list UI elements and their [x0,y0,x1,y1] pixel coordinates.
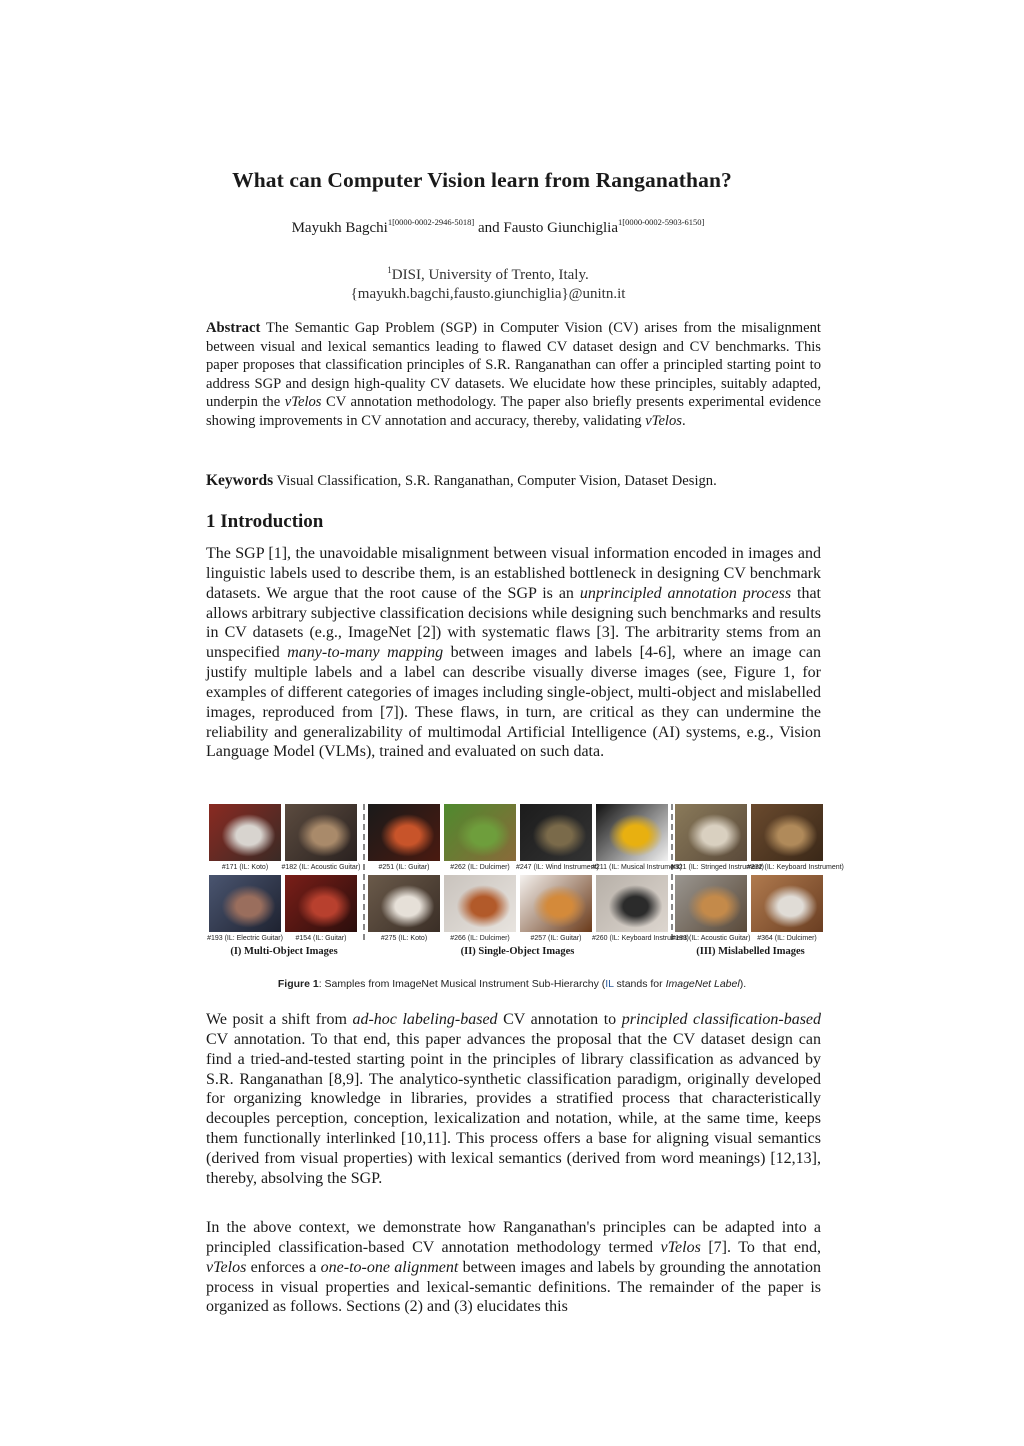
section-number: 1 [206,511,216,532]
emphasis-text: many-to-many mapping [287,644,444,662]
abstract-text: CV annotation methodology. The paper also briefly presents experimental evidence showing improvements in CV annotation and accuracy, thereby, validating [206,394,821,429]
paragraph-text: enforces a [246,1258,321,1276]
figure-sample-image [444,875,516,943]
affiliation-text: DISI, University of Trento, Italy. [391,267,589,283]
figure-sample-image [671,804,764,872]
paragraph-text: We posit a shift from [206,1011,353,1028]
figure-sample-image [285,875,357,943]
instrument-photo [751,804,823,861]
figure-image-caption: #211 (IL: Musical Instrument) [592,864,683,871]
paragraph-text: CV annotation to [497,1011,622,1028]
author-name: Mayukh Bagchi [291,220,388,236]
instrument-photo [209,804,281,861]
instrument-photo [444,875,516,932]
figure-sample-image [444,804,516,872]
figure-sample-image [209,875,281,943]
figure-image-caption: #364 (IL: Dulcimer) [757,935,817,942]
instrument-photo [285,804,357,861]
figure-sample-image [671,875,751,943]
keywords-label: Keywords [206,472,274,489]
author-line [0,217,996,237]
figure-image-caption: #247 (IL: Wind Instrument) [516,864,599,871]
instrument-photo [751,875,823,932]
figure-image-caption: #183 (IL: Acoustic Guitar) [671,935,751,942]
paragraph-text: that allows arbitrary subjective classification decisions while designing such benchmarks and results in CV datasets (e.g., ImageNet [2]) with systematic flaws [3]. The arbitrarity stems from an unspecified [206,584,821,662]
figure-image-caption: #171 (IL: Koto) [221,864,269,871]
abstract [206,319,821,431]
keywords [206,471,821,491]
figure-image-caption: #260 (IL: Keyboard Instrument) [592,935,689,942]
paper-title: What can Computer Vision learn from Ranganathan? [232,168,732,192]
intro-paragraph-3 [206,1218,821,1317]
figure-image-caption: #321 (IL: Stringed Instrument) [671,864,764,871]
keywords-text: Visual Classification, S.R. Ranganathan, Computer Vision, Dataset Design. [273,473,717,489]
emphasis-text: one-to-one alignment [320,1258,459,1276]
paragraph-text: [7]. To that end, [700,1238,822,1256]
figure-image-caption: #154 (IL: Guitar) [295,935,347,942]
group-divider [671,804,673,940]
figure-group-label: (I) Multi-Object Images [230,946,338,957]
instrument-photo [209,875,281,932]
figure-sample-image [516,804,599,872]
figure-image-caption: #332 (IL: Keyboard Instrument) [747,864,844,871]
instrument-photo [520,804,592,861]
figure-image-caption: #193 (IL: Electric Guitar) [207,935,283,942]
figure-caption-label: Figure 1 [277,978,319,990]
figure-sample-image [520,875,592,943]
figure-image-caption: #262 (IL: Dulcimer) [450,864,510,871]
author-orcid: 1[0000-0002-5903-6150] [617,217,705,227]
author-emails: {mayukh.bagchi,fausto.giunchiglia}@unitn.it [350,286,626,302]
instrument-photo [520,875,592,932]
emphasis-text: ad-hoc labeling-based [352,1011,498,1028]
figure-sample-image [592,804,683,872]
emphasis-text: vTelos [660,1238,701,1256]
figure-sample-image [368,804,440,872]
abstract-emphasis: vTelos [284,394,322,411]
affiliation-block [0,261,976,304]
emphasis-text: unprincipled annotation process [579,584,792,602]
author-name: Fausto Giunchiglia [503,220,618,236]
figure-sample-image [751,875,823,943]
instrument-photo [675,804,747,861]
figure-image-caption: #266 (IL: Dulcimer) [450,935,510,942]
instrument-photo [596,875,668,932]
author-orcid: 1[0000-0002-2946-5018] [387,217,475,227]
figure-image-caption: #251 (IL: Guitar) [378,864,430,871]
figure-sample-image [209,804,281,872]
paragraph-text: between images and labels [4-6], where an image can justify multiple labels and a label can describe visually diverse images (see, Figure 1, for examples of different categories of images including single-object, multi-object and mislabelled images, reproduced from [7]). These flaws, in turn, are critical as they can undermine the reliability and generalizability of multimodal Artificial Intelligence (AI) systems, e.g., Vision Language Model (VLMs), trained and evaluated on such data. [206,644,822,761]
abstract-text: . [681,412,686,429]
figure-sample-image [747,804,844,872]
paragraph-text: between images and labels by grounding the annotation process in visual properties and lexical-semantic definitions. The remainder of the paper is organized as follows. Sections (2) and (3) elucidates this [206,1258,822,1316]
emphasis-text: principled classification-based [621,1011,822,1028]
figure-sample-image [592,875,689,943]
figure-caption-il: IL [605,978,614,990]
abstract-emphasis: vTelos [645,412,682,429]
figure-group-label: (III) Mislabelled Images [696,946,805,957]
section-title: Introduction [220,511,324,532]
abstract-text: The Semantic Gap Problem (SGP) in Computer Vision (CV) arises from the misalignment between visual and lexical semantics leading to flawed CV dataset design and CV benchmarks. This paper proposes that classification principles of S.R. Ranganathan can offer a principled starting point to address SGP and design high-quality CV datasets. We elucidate how these principles, suitably adapted, underpin the [206,320,821,411]
figure-caption [0,978,1024,990]
abstract-label: Abstract [206,320,261,336]
paragraph-text: In the above context, we demonstrate how Ranganathan's principles can be adapted into a principled classification-based CV annotation methodology termed [206,1219,821,1256]
section-heading [206,511,323,533]
figure-sample-image [281,804,361,872]
figure-image-caption: #275 (IL: Koto) [380,935,428,942]
emphasis-text: vTelos [206,1258,247,1276]
instrument-photo [285,875,357,932]
instrument-photo [675,875,747,932]
instrument-photo [596,804,668,861]
instrument-photo [444,804,516,861]
paragraph-text: The SGP [1], the unavoidable misalignment between visual information encoded in images and linguistic labels used to describe them, is an established bottleneck in designing CV benchmark datasets. We argue that the root cause of the SGP is an [206,545,821,602]
figure-image-caption: #257 (IL: Guitar) [530,935,582,942]
figure-1 [207,804,844,964]
instrument-photo [368,804,440,861]
instrument-photo [368,875,440,932]
intro-paragraph-2 [206,1010,821,1189]
figure-caption-text: : Samples from ImageNet Musical Instrument Sub-Hierarchy ( [318,978,606,990]
figure-image-caption: #182 (IL: Acoustic Guitar) [281,864,361,871]
author-joiner: and [474,220,504,236]
figure-sample-image [368,875,440,943]
figure-group-label: (II) Single-Object Images [460,946,575,957]
affiliation-mark: 1 [387,265,392,275]
group-divider [363,804,365,940]
figure-caption-emphasis: ImageNet Label [665,978,740,990]
paragraph-text: CV annotation. To that end, this paper advances the proposal that the CV dataset design can find a tried-and-tested starting point in the principles of library classification as advanced by S.R. Ranganathan [8,9]. The analytico-synthetic classification paradigm, originally developed for organizing knowledge in libraries, provides a stratified process that characteristically decouples perception, conception, lexicalization and notation, while, at the same time, keeps them functionally interlinked [10,11]. This process offers a base for aligning visual semantics (derived from visual properties) with lexical semantics (derived from word meanings) [12,13], thereby, absolving the SGP. [206,1030,821,1187]
figure-caption-text: stands for [613,978,666,990]
intro-paragraph-1 [206,544,821,762]
figure-caption-text: ). [739,978,747,990]
